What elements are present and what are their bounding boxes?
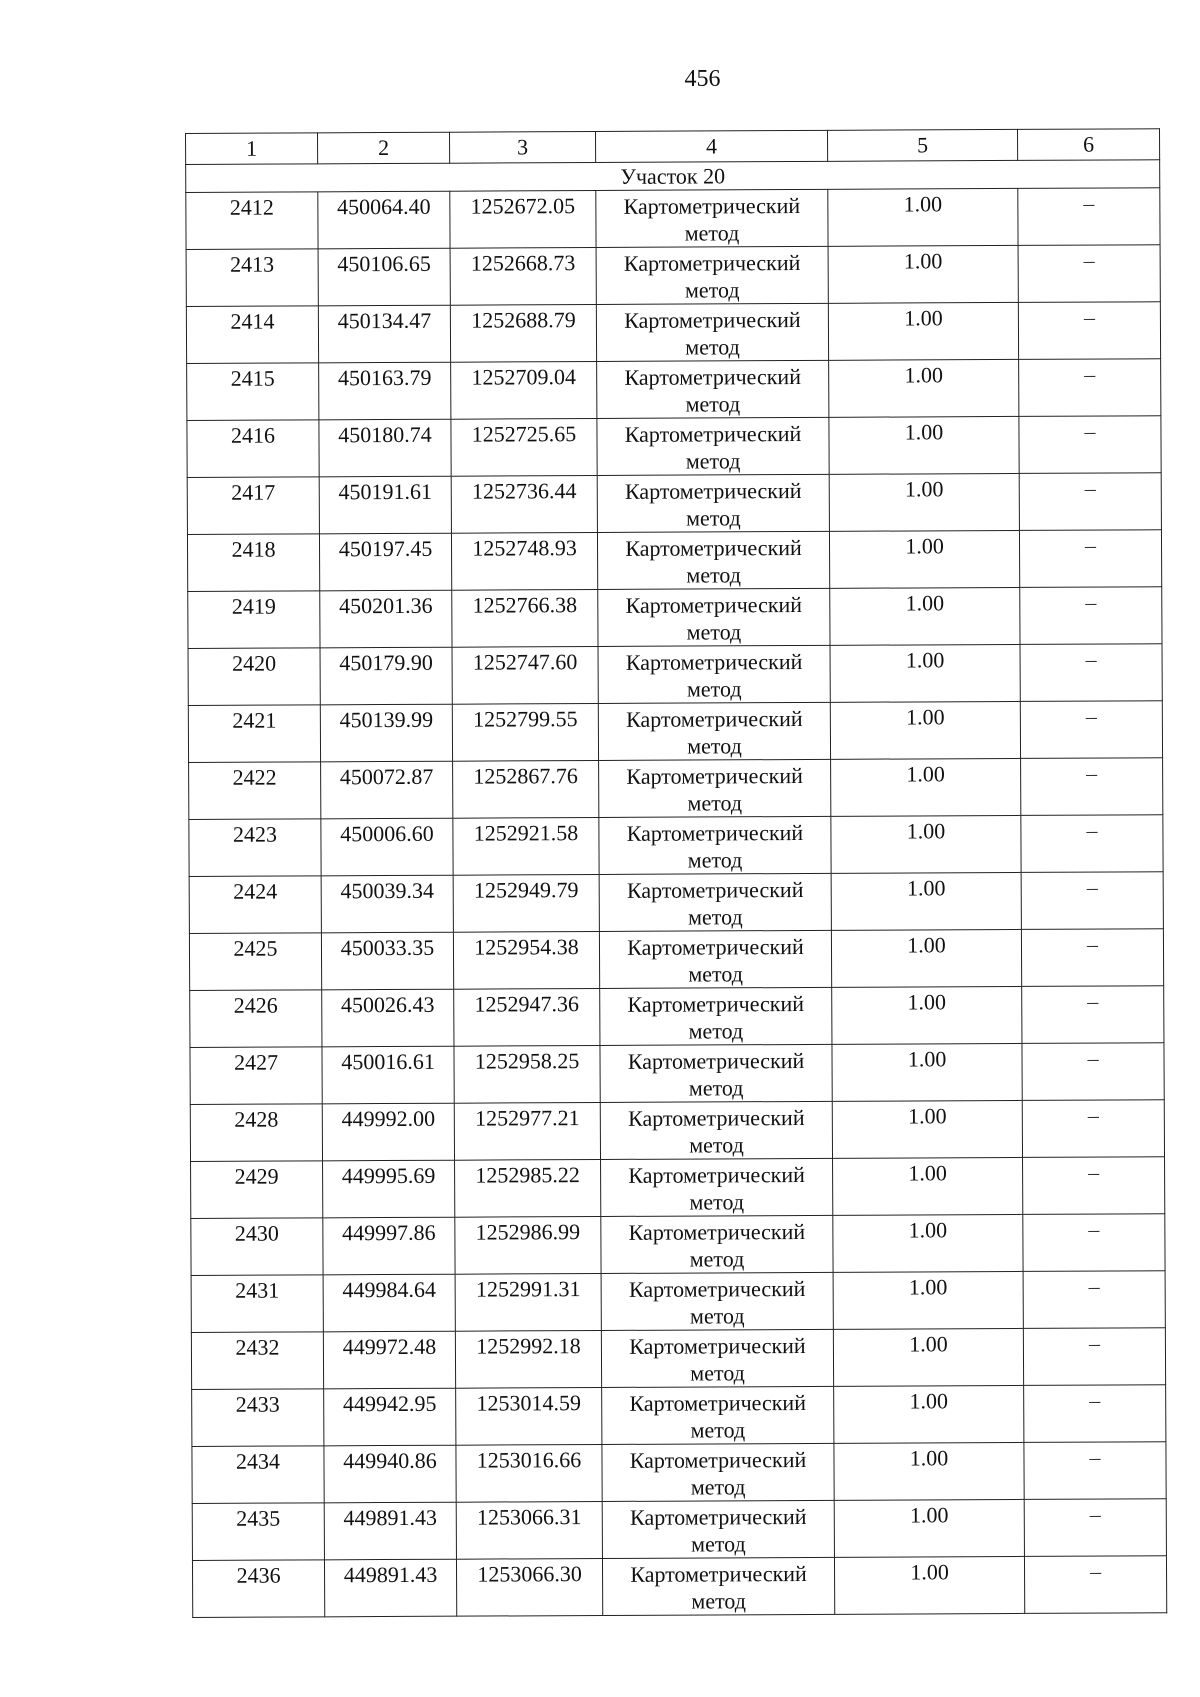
method-line-2: метод [686, 619, 742, 645]
method-line-1: Картометрический [629, 1446, 807, 1473]
point-number-cell: 2413 [186, 249, 318, 307]
x-coordinate-cell: 450026.43 [322, 989, 454, 1047]
table-row [191, 1214, 1165, 1276]
method-cell [602, 1557, 834, 1615]
method-line-1: Картометрический [627, 933, 804, 960]
y-coordinate-cell: 1252949.79 [453, 874, 599, 932]
note-cell: – [1024, 1385, 1166, 1443]
x-coordinate-cell: 450106.65 [318, 248, 450, 306]
note-cell: – [1021, 815, 1163, 873]
note-cell: – [1020, 587, 1162, 645]
table-row [191, 1328, 1165, 1390]
method-cell [601, 1215, 833, 1273]
method-line-1: Картометрический [623, 192, 801, 219]
note-cell: – [1018, 302, 1160, 360]
x-coordinate-cell: 450163.79 [319, 362, 451, 420]
method-line-1: Картометрический [627, 1047, 805, 1074]
x-coordinate-cell: 449992.00 [322, 1103, 454, 1161]
y-coordinate-cell: 1252736.44 [451, 475, 597, 533]
point-number-cell: 2430 [191, 1218, 323, 1276]
method-cell [596, 189, 828, 247]
x-coordinate-cell: 450180.74 [319, 419, 451, 477]
precision-cell: 1.00 [830, 644, 1020, 702]
header-cell: 4 [595, 130, 827, 162]
method-cell [600, 1044, 832, 1102]
table-header-row [186, 129, 1160, 165]
note-cell: – [1021, 872, 1163, 930]
x-coordinate-cell: 450201.36 [320, 590, 452, 648]
precision-cell: 1.00 [829, 473, 1019, 531]
method-line-1: Картометрический [625, 534, 802, 561]
table-row [192, 1442, 1166, 1504]
method-line-1: Картометрический [625, 648, 803, 675]
note-cell: – [1023, 1157, 1165, 1215]
precision-cell: 1.00 [834, 1556, 1024, 1614]
method-line-1: Картометрический [628, 1161, 805, 1188]
note-cell: – [1024, 1499, 1166, 1557]
method-line-2: метод [685, 334, 740, 360]
point-number-cell: 2415 [187, 363, 319, 421]
precision-cell: 1.00 [828, 188, 1018, 246]
method-line-1: Картометрический [624, 477, 802, 504]
coordinates-table [185, 128, 1167, 1618]
method-line-1: Картометрический [624, 420, 802, 447]
point-number-cell: 2426 [190, 990, 322, 1048]
table-row [192, 1385, 1166, 1447]
point-number-cell: 2429 [191, 1161, 323, 1219]
table-row [187, 416, 1161, 478]
method-line-1: Картометрический [626, 705, 803, 732]
y-coordinate-cell: 1252977.21 [454, 1102, 600, 1160]
method-line-2: метод [686, 676, 742, 702]
y-coordinate-cell: 1252725.65 [451, 418, 597, 476]
note-cell: – [1022, 1043, 1164, 1101]
point-number-cell: 2422 [189, 762, 321, 820]
method-line-2: метод [689, 1132, 744, 1158]
method-cell [596, 303, 828, 361]
table-row [188, 587, 1162, 649]
note-cell: – [1024, 1556, 1166, 1614]
x-coordinate-cell: 449891.43 [324, 1502, 456, 1560]
y-coordinate-cell: 1252921.58 [453, 817, 599, 875]
y-coordinate-cell: 1253066.31 [456, 1501, 602, 1559]
table-row [186, 245, 1160, 307]
method-line-1: Картометрический [628, 1104, 805, 1131]
note-cell: – [1019, 359, 1161, 417]
method-cell [597, 531, 829, 589]
y-coordinate-cell: 1252672.05 [450, 190, 596, 248]
y-coordinate-cell: 1252986.99 [455, 1216, 601, 1274]
precision-cell: 1.00 [832, 1043, 1022, 1101]
method-cell [601, 1329, 833, 1387]
point-number-cell: 2423 [189, 819, 321, 877]
method-cell [602, 1500, 834, 1558]
x-coordinate-cell: 449940.86 [324, 1445, 456, 1503]
y-coordinate-cell: 1252867.76 [453, 760, 599, 818]
point-number-cell: 2427 [190, 1047, 322, 1105]
x-coordinate-cell: 449942.95 [324, 1388, 456, 1446]
method-line-2: метод [689, 1246, 745, 1272]
table-row [187, 530, 1161, 592]
method-line-1: Картометрический [626, 762, 803, 789]
table-row [187, 473, 1161, 535]
precision-cell: 1.00 [832, 986, 1022, 1044]
method-line-2: метод [687, 904, 743, 930]
precision-cell: 1.00 [830, 587, 1020, 645]
method-cell [597, 474, 829, 532]
method-line-1: Картометрический [630, 1560, 807, 1587]
point-number-cell: 2416 [187, 420, 319, 478]
y-coordinate-cell: 1253014.59 [456, 1387, 602, 1445]
method-line-2: метод [688, 961, 743, 987]
note-cell: – [1021, 758, 1163, 816]
method-cell [599, 816, 831, 874]
method-line-2: метод [687, 847, 743, 873]
point-number-cell: 2428 [190, 1104, 322, 1162]
precision-cell: 1.00 [831, 872, 1021, 930]
y-coordinate-cell: 1252799.55 [452, 703, 598, 761]
method-line-1: Картометрический [625, 591, 803, 618]
note-cell: – [1022, 1100, 1164, 1158]
table-row [189, 872, 1163, 934]
y-coordinate-cell: 1253016.66 [456, 1444, 602, 1502]
note-cell: – [1020, 644, 1162, 702]
note-cell: – [1023, 1271, 1165, 1329]
x-coordinate-cell: 450179.90 [320, 647, 452, 705]
header-cell: 2 [318, 132, 450, 164]
point-number-cell: 2436 [192, 1560, 324, 1618]
method-line-2: метод [688, 1018, 744, 1044]
method-line-1: Картометрический [626, 876, 804, 903]
note-cell: – [1023, 1214, 1165, 1272]
x-coordinate-cell: 449984.64 [323, 1274, 455, 1332]
method-cell [597, 417, 829, 475]
method-line-2: метод [691, 1531, 746, 1557]
y-coordinate-cell: 1252985.22 [455, 1159, 601, 1217]
table-row [187, 359, 1161, 421]
method-cell [602, 1443, 834, 1501]
method-line-2: метод [691, 1588, 747, 1614]
point-number-cell: 2432 [191, 1332, 323, 1390]
method-line-1: Картометрический [629, 1332, 806, 1359]
method-cell [599, 873, 831, 931]
precision-cell: 1.00 [833, 1271, 1023, 1329]
method-cell [601, 1158, 833, 1216]
precision-cell: 1.00 [833, 1157, 1023, 1215]
method-line-2: метод [685, 391, 741, 417]
table-row [190, 986, 1164, 1048]
method-line-2: метод [685, 448, 741, 474]
table-row [189, 758, 1163, 820]
table-row [191, 1157, 1165, 1219]
note-cell: – [1021, 929, 1163, 987]
x-coordinate-cell: 450197.45 [319, 533, 451, 591]
header-cell: 6 [1017, 129, 1159, 161]
x-coordinate-cell: 449972.48 [323, 1331, 455, 1389]
method-line-2: метод [689, 1303, 745, 1329]
y-coordinate-cell: 1252748.93 [451, 532, 597, 590]
precision-cell: 1.00 [830, 701, 1020, 759]
table-row [188, 701, 1162, 763]
x-coordinate-cell: 449891.43 [324, 1559, 456, 1617]
point-number-cell: 2425 [189, 933, 321, 991]
y-coordinate-cell: 1252954.38 [453, 931, 599, 989]
note-cell: – [1020, 701, 1162, 759]
y-coordinate-cell: 1252688.79 [450, 304, 596, 362]
precision-cell: 1.00 [828, 302, 1018, 360]
x-coordinate-cell: 450072.87 [321, 761, 453, 819]
precision-cell: 1.00 [831, 929, 1021, 987]
x-coordinate-cell: 450191.61 [319, 476, 451, 534]
precision-cell: 1.00 [831, 815, 1021, 873]
point-number-cell: 2417 [187, 477, 319, 535]
method-cell [602, 1386, 834, 1444]
y-coordinate-cell: 1252709.04 [451, 361, 597, 419]
method-cell [597, 360, 829, 418]
header-cell: 5 [827, 129, 1017, 161]
point-number-cell: 2431 [191, 1275, 323, 1333]
method-line-2: метод [686, 562, 742, 588]
point-number-cell: 2433 [192, 1389, 324, 1447]
method-line-1: Картометрический [627, 990, 805, 1017]
method-line-1: Картометрический [628, 1218, 806, 1245]
precision-cell: 1.00 [833, 1214, 1023, 1272]
x-coordinate-cell: 450016.61 [322, 1046, 454, 1104]
y-coordinate-cell: 1253066.30 [456, 1558, 602, 1616]
x-coordinate-cell: 450033.35 [321, 932, 453, 990]
precision-cell: 1.00 [834, 1385, 1024, 1443]
note-cell: – [1018, 188, 1160, 246]
method-line-2: метод [687, 733, 742, 759]
method-cell [599, 930, 831, 988]
note-cell: – [1024, 1442, 1166, 1500]
x-coordinate-cell: 450139.99 [320, 704, 452, 762]
table-row [192, 1499, 1166, 1561]
point-number-cell: 2418 [187, 534, 319, 592]
method-line-1: Картометрический [629, 1389, 807, 1416]
method-line-1: Картометрический [624, 306, 801, 333]
note-cell: – [1018, 245, 1160, 303]
x-coordinate-cell: 450006.60 [321, 818, 453, 876]
note-cell: – [1022, 986, 1164, 1044]
header-cell: 3 [449, 131, 595, 163]
method-cell [600, 987, 832, 1045]
method-line-1: Картометрический [629, 1503, 807, 1530]
y-coordinate-cell: 1252958.25 [454, 1045, 600, 1103]
point-number-cell: 2424 [189, 876, 321, 934]
note-cell: – [1019, 473, 1161, 531]
precision-cell: 1.00 [829, 530, 1019, 588]
precision-cell: 1.00 [832, 1100, 1022, 1158]
method-cell [601, 1272, 833, 1330]
table-row [186, 188, 1160, 250]
x-coordinate-cell: 450064.40 [318, 191, 450, 249]
y-coordinate-cell: 1252992.18 [455, 1330, 601, 1388]
table-row [186, 302, 1160, 364]
method-cell [598, 588, 830, 646]
precision-cell: 1.00 [834, 1499, 1024, 1557]
point-number-cell: 2412 [186, 192, 318, 250]
method-line-1: Картометрический [628, 1275, 806, 1302]
precision-cell: 1.00 [829, 416, 1019, 474]
precision-cell: 1.00 [829, 359, 1019, 417]
x-coordinate-cell: 450039.34 [321, 875, 453, 933]
method-line-2: метод [684, 220, 740, 246]
y-coordinate-cell: 1252747.60 [452, 646, 598, 704]
note-cell: – [1019, 416, 1161, 474]
precision-cell: 1.00 [831, 758, 1021, 816]
table-row [190, 1100, 1164, 1162]
y-coordinate-cell: 1252947.36 [454, 988, 600, 1046]
table-row [192, 1556, 1166, 1618]
method-line-2: метод [689, 1189, 745, 1215]
precision-cell: 1.00 [828, 245, 1018, 303]
method-line-1: Картометрический [623, 249, 801, 276]
method-line-2: метод [687, 790, 743, 816]
header-cell: 1 [186, 133, 318, 165]
note-cell: – [1023, 1328, 1165, 1386]
method-line-1: Картометрический [624, 363, 801, 390]
method-cell [599, 759, 831, 817]
note-cell: – [1019, 530, 1161, 588]
table-row [188, 644, 1162, 706]
table-row [189, 815, 1163, 877]
method-cell [596, 246, 828, 304]
method-line-2: метод [688, 1075, 744, 1101]
method-line-1: Картометрический [626, 819, 804, 846]
method-line-2: метод [690, 1474, 746, 1500]
y-coordinate-cell: 1252766.38 [452, 589, 598, 647]
table-row [189, 929, 1163, 991]
method-line-2: метод [690, 1417, 746, 1443]
x-coordinate-cell: 450134.47 [318, 305, 450, 363]
x-coordinate-cell: 449995.69 [323, 1160, 455, 1218]
section-title: Участок 20 [186, 160, 1160, 193]
y-coordinate-cell: 1252668.73 [450, 247, 596, 305]
method-cell [598, 645, 830, 703]
point-number-cell: 2414 [186, 306, 318, 364]
method-line-2: метод [684, 277, 740, 303]
precision-cell: 1.00 [834, 1442, 1024, 1500]
method-line-2: метод [686, 505, 741, 531]
point-number-cell: 2420 [188, 648, 320, 706]
point-number-cell: 2434 [192, 1446, 324, 1504]
method-cell [600, 1101, 832, 1159]
table-row [190, 1043, 1164, 1105]
point-number-cell: 2419 [188, 591, 320, 649]
method-cell [598, 702, 830, 760]
precision-cell: 1.00 [833, 1328, 1023, 1386]
table-row [191, 1271, 1165, 1333]
x-coordinate-cell: 449997.86 [323, 1217, 455, 1275]
point-number-cell: 2421 [188, 705, 320, 763]
point-number-cell: 2435 [192, 1503, 324, 1561]
page-number: 456 [684, 66, 721, 92]
y-coordinate-cell: 1252991.31 [455, 1273, 601, 1331]
method-line-2: метод [690, 1360, 745, 1386]
